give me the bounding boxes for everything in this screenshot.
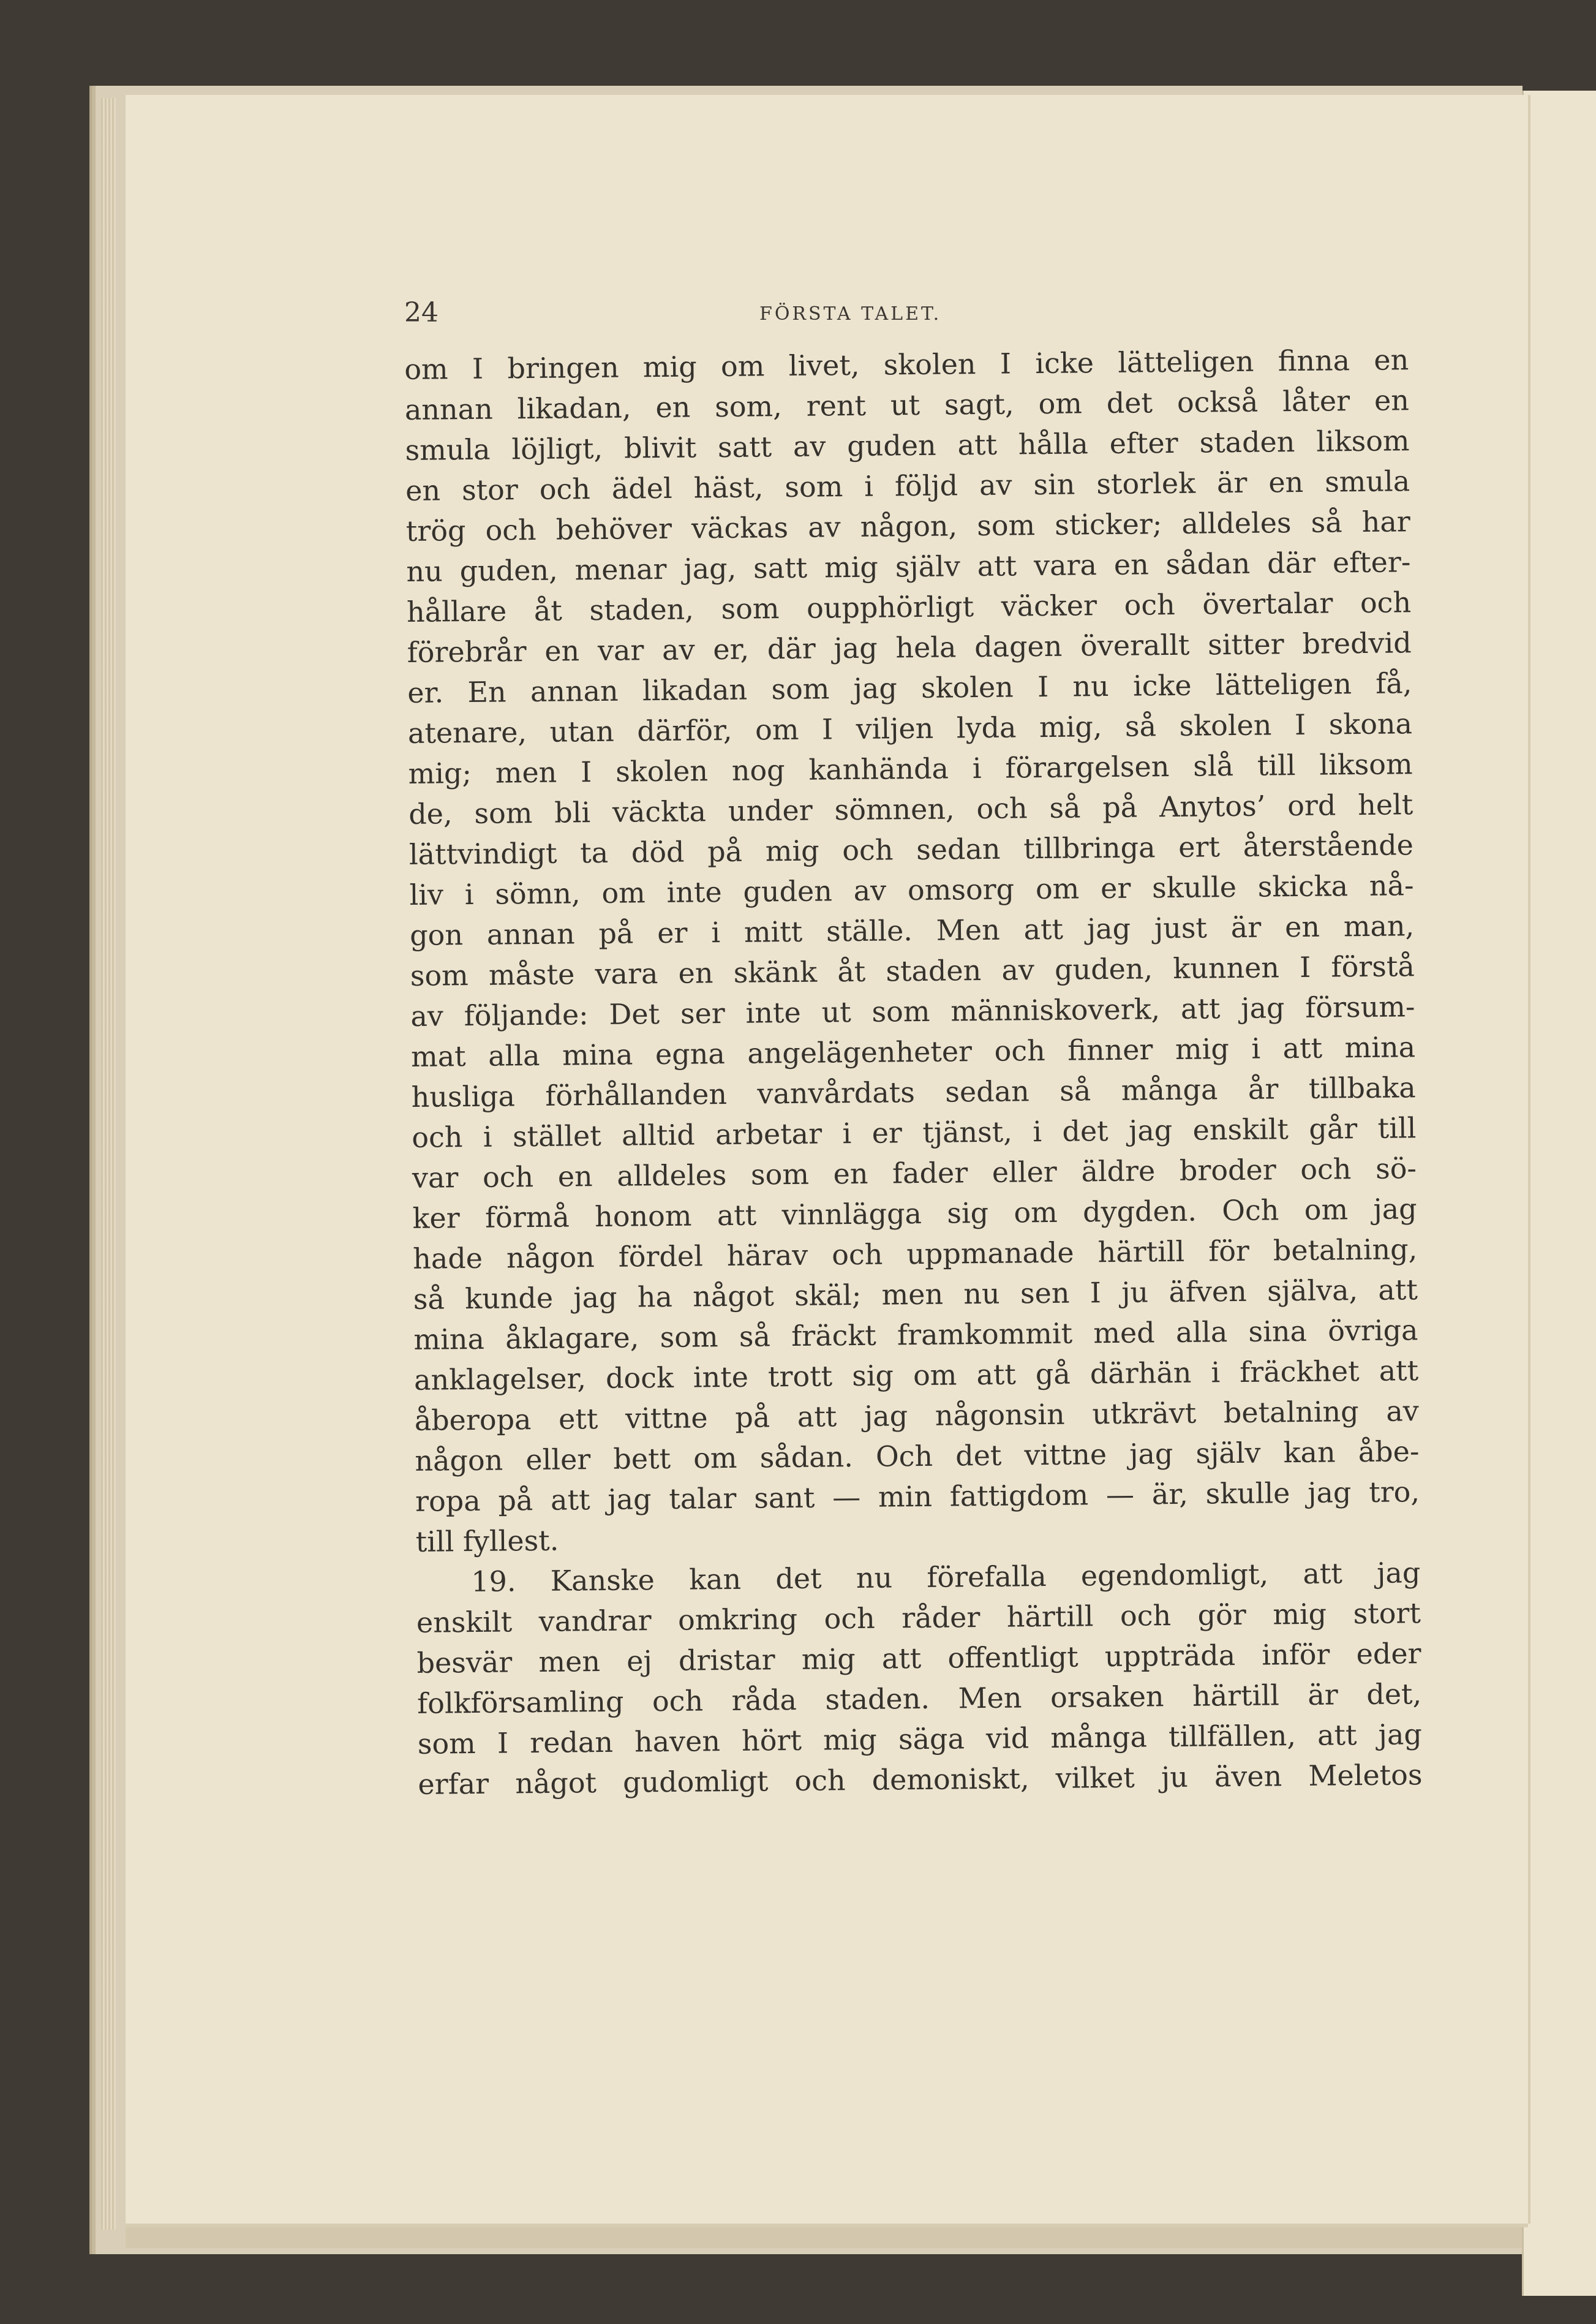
text-line: som måste vara en skänk åt staden av guden, kunnen I förstå	[410, 949, 1415, 992]
text-line: hållare åt staden, som oupphörligt väcker och övertalar och	[406, 586, 1412, 628]
text-line: er. En annan likadan som jag skolen I nu icke lätteligen få,	[407, 666, 1412, 709]
text-line: atenare, utan därför, om I viljen lyda mig, så skolen I skona	[407, 707, 1413, 750]
text-line: någon eller bett om sådan. Och det vittne jag själv kan åbe-	[415, 1435, 1420, 1477]
text-line: en stor och ädel häst, som i följd av sin storlek är en smula	[405, 464, 1410, 507]
text-line: hade någon fördel härav och uppmanade härtill för betalning,	[412, 1232, 1418, 1275]
text-line: de, som bli väckta under sömnen, och så på Anytos’ ord helt	[408, 788, 1413, 831]
text-line: mig; men I skolen nog kanhända i förargelsen slå till liksom	[408, 747, 1413, 790]
text-line: och i stället alltid arbetar i er tjänst, i det jag enskilt går till	[412, 1111, 1417, 1154]
running-head	[404, 297, 1396, 340]
text-line: nu guden, menar jag, satt mig själv att vara en sådan där efter-	[406, 545, 1411, 588]
text-line: 19. Kanske kan det nu förefalla egendomligt, att jag	[471, 1556, 1421, 1599]
body-text	[404, 339, 1423, 1805]
text-line: mat alla mina egna angelägenheter och finner mig i att mina	[410, 1030, 1416, 1073]
text-line: trög och behöver väckas av någon, som sticker; alldeles så har	[405, 505, 1411, 548]
text-line: lättvindigt ta död på mig och sedan tillbringa ert återstående	[408, 828, 1414, 871]
text-line: så kunde jag ha något skäl; men nu sen I ju äfven själva, att	[413, 1273, 1418, 1316]
text-line: av följande: Det ser inte ut som människoverk, att jag försum-	[410, 990, 1415, 1033]
running-title: FÖRSTA TALET.	[759, 303, 942, 325]
page-bottom-edge	[126, 2224, 1522, 2248]
text-line: anklagelser, dock inte trott sig om att gå därhän i fräckhet att	[413, 1354, 1419, 1397]
text-line: om I bringen mig om livet, skolen I icke lätteligen finna en	[404, 343, 1409, 386]
text-line: förebrår en var av er, där jag hela dagen överallt sitter bredvid	[407, 626, 1412, 669]
text-line: var och en alldeles som en fader eller äldre broder och sö-	[412, 1152, 1417, 1194]
page-stack-edge	[101, 98, 116, 2230]
text-line: erfar något gudomligt och demoniskt, vilket ju även Meletos	[418, 1758, 1423, 1801]
text-line: smula löjligt, blivit satt av guden att hålla efter staden liksom	[405, 424, 1410, 467]
text-line: gon annan på er i mitt ställe. Men att jag just är en man,	[409, 909, 1415, 952]
text-line: till fyllest.	[415, 1523, 559, 1558]
text-line: folkförsamling och råda staden. Men orsaken härtill är det,	[416, 1677, 1422, 1720]
text-line: enskilt vandrar omkring och råder härtill och gör mig stort	[416, 1596, 1421, 1639]
text-line: ker förmå honom att vinnlägga sig om dygden. Och om jag	[412, 1192, 1417, 1235]
text-line: mina åklagare, som så fräckt framkommit med alla sina övriga	[413, 1313, 1418, 1356]
text-line: åberopa ett vittne på att jag någonsin utkrävt betalning av	[414, 1394, 1419, 1437]
facing-page-edge	[1522, 91, 1596, 2296]
text-line: besvär men ej dristar mig att offentligt uppträda inför eder	[416, 1637, 1421, 1680]
page-number: 24	[404, 297, 439, 328]
text-line: annan likadan, en som, rent ut sagt, om det också låter en	[404, 383, 1410, 426]
text-line: liv i sömn, om inte guden av omsorg om er skulle skicka nå-	[409, 869, 1414, 911]
text-line: som I redan haven hört mig säga vid många tillfällen, att jag	[417, 1718, 1423, 1760]
text-line: husliga förhållanden vanvårdats sedan så många år tillbaka	[411, 1071, 1416, 1114]
text-line: ropa på att jag talar sant — min fattigdom — är, skulle jag tro,	[415, 1475, 1420, 1518]
